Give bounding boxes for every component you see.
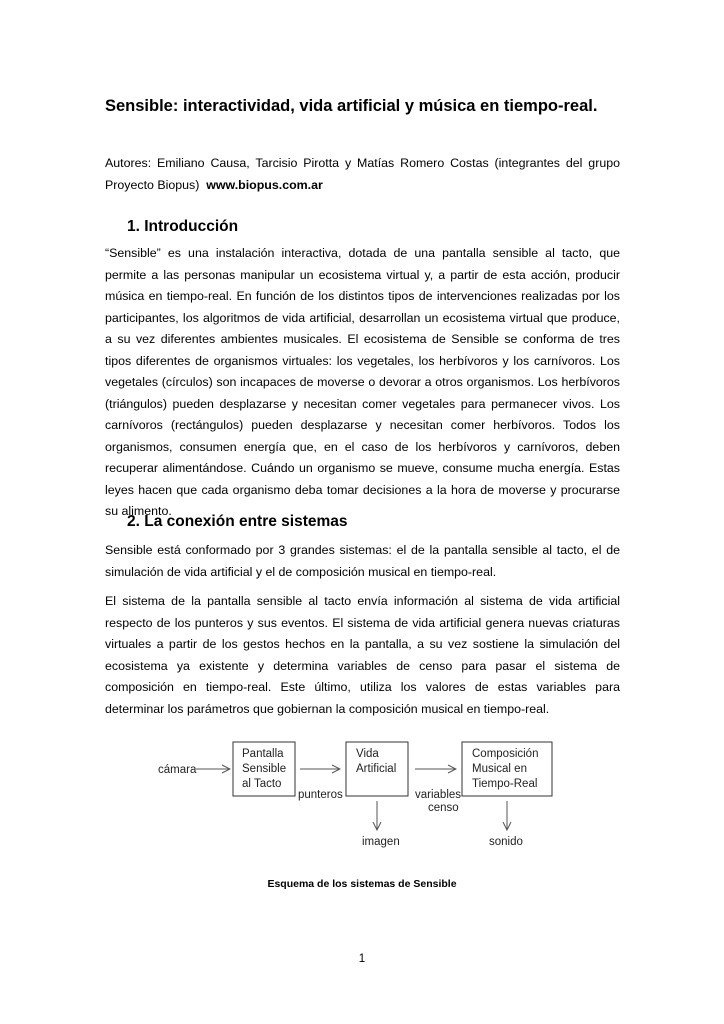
diagram-input-camera: cámara <box>158 764 197 776</box>
link-variables-label-line-2: censo <box>428 802 459 814</box>
section-1-body: “Sensible” es una instalación interactiva, dotada de una pantalla sensible al tacto, que permite a las personas manipular un ecosistema virtual y, a partir de esta acción, producir música en tiempo-real. En función de los distintos tipos de intervenciones realizadas por los participantes, los algoritmos de vida artificial, desarrollan un ecosistema virtual que produce, a su vez diferentes ambientes musicales. El ecosistema de Sensible se conforma de tres tipos diferentes de organismos virtuales: los vegetales, los herbívoros y los carnívoros. Los vegetales (círculos) son incapaces de moverse o devorar a otros organismos. Los herbívoros (triángulos) pueden desplazarse y necesitan comer vegetales para permanecer vivos. Los carnívoros (rectángulos) pueden desplazarse y necesitan comer herbívoros. Todos los organismos, consumen energía que, en el caso de los herbívoros y carnívoros, deben recuperar alimentándose. Cuándo un organismo se mueve, consume mucha energía. Estas leyes hacen que cada organismo deba tomar decisiones a la hora de moverse y procurarse su alimento. <box>105 246 620 518</box>
diagram-output-sound: sonido <box>489 836 523 848</box>
link-variables-label-line-1: variables <box>415 789 462 801</box>
authors-url: www.biopus.com.ar <box>206 177 323 192</box>
section-2-paragraph-2: El sistema de la pantalla sensible al tacto envía información al sistema de vida artificial respecto de los punteros y sus eventos. El sistema de vida artificial genera nuevas criaturas virtuales a partir de los gestos hechos en la pantalla, a su vez sostiene la simulación del ecosistema ya existente y determina variables de censo para pasar el sistema de composición en tiempo-real. Este último, utiliza los valores de estas variables para determinar los parámetros que gobiernan la composición musical en tiempo-real. <box>105 594 620 716</box>
box-touch-screen-line-1: Pantalla <box>242 748 284 760</box>
systems-diagram <box>140 735 580 855</box>
diagram-output-image: imagen <box>362 836 400 848</box>
link-pointers-label: punteros <box>298 789 343 801</box>
diagram-caption: Esquema de los sistemas de Sensible <box>267 878 457 890</box>
box-artificial-life-line-2: Artificial <box>356 763 397 775</box>
box-music-composition-line-3: Tiempo-Real <box>472 778 538 790</box>
box-touch-screen-line-3: al Tacto <box>242 778 282 790</box>
box-touch-screen-line-2: Sensible <box>242 763 287 775</box>
section-1-heading: 1. Introducción <box>127 218 239 235</box>
document-title: Sensible: interactividad, vida artificial y música en tiempo-real. <box>105 97 598 115</box>
page-number: 1 <box>358 953 366 965</box>
box-music-composition-line-2: Musical en <box>472 763 527 775</box>
authors-text: Autores: Emiliano Causa, Tarcisio Pirotta y Matías Romero Costas (integrantes del grupo Proyecto Biopus) <box>105 156 620 192</box>
box-artificial-life-line-1: Vida <box>356 748 379 760</box>
box-music-composition-line-1: Composición <box>472 748 539 760</box>
authors-paragraph <box>105 153 620 196</box>
section-2-paragraph-1: Sensible está conformado por 3 grandes sistemas: el de la pantalla sensible al tacto, el de simulación de vida artificial y el de composición musical en tiempo-real. <box>105 543 620 579</box>
section-2-heading: 2. La conexión entre sistemas <box>127 513 348 530</box>
